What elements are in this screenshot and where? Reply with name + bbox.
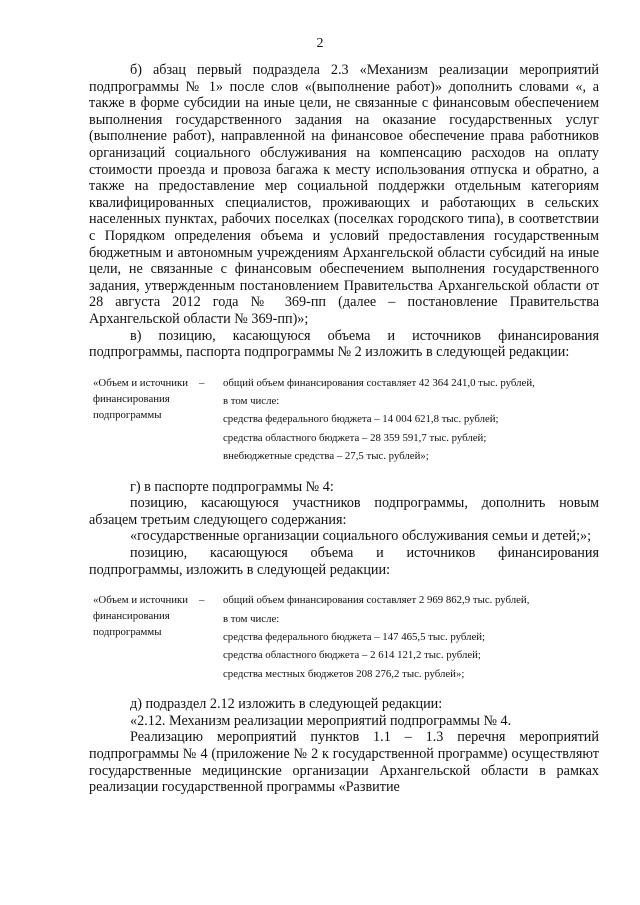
document-body (89, 62, 599, 796)
funding-table-subprogram-2 (93, 375, 599, 467)
table-line: средства областного бюджета – 28 359 591,7 тыс. рублей; (223, 431, 487, 444)
table-line: средства федерального бюджета – 14 004 621,8 тыс. рублей; (223, 413, 499, 426)
paragraph-g: г) в паспорте подпрограммы № 4: (130, 478, 334, 495)
table-line: средства местных бюджетов 208 276,2 тыс. рублей»; (223, 667, 465, 680)
table-values (223, 375, 599, 467)
paragraph-b: б) абзац первый подраздела 2.3 «Механизм реализации мероприятий подпрограммы № 1» после слов «(выполнение работ)» дополнить словами «, а также в форме субсидии на иные цели, не связанные с финансовым обеспечением выполнения государственного задания на оказание государственных услуг (выполнение работ), направленной на финансовое обеспечение права работников организаций социального обслуживания на компенсацию расходов на оплату стоимости проезда и провоза багажа к месту использования отпуска и обратно, а также на предоставление мер социальной поддержки отдельным категориям квалифицированных специалистов, проживающих и работающих в сельских населенных пунктах, рабочих поселках (поселках городского типа), в соответствии с Порядком определения объема и условий предоставления государственным бюджетным и автономным учреждениям Архангельской области субсидий на иные цели, не связанные с финансовым обеспечением выполнения государственного задания, утвержденным постановлением Правительства Архангельской области от 28 августа 2012 года № 369-пп (далее – постановление Правительства Архангельской области № 369-пп)»; (89, 62, 599, 327)
table-line: в том числе: (223, 612, 280, 625)
paragraph-d: д) подраздел 2.12 изложить в следующей редакции: (130, 696, 443, 713)
paragraph-g-participants: позицию, касающуюся участников подпрограммы, дополнить новым абзацем третьим следующего содержания: (89, 495, 599, 528)
paragraph-g-new-text: «государственные организации социального обслуживания семьи и детей;»; (130, 528, 592, 545)
paragraph-g-funding: позицию, касающуюся объема и источников финансирования подпрограммы, изложить в следующей редакции: (89, 545, 599, 578)
table-line: средства федерального бюджета – 147 465,5 тыс. рублей; (223, 630, 486, 643)
table-line: средства областного бюджета – 2 614 121,2 тыс. рублей; (223, 649, 481, 662)
page-number: 2 (316, 36, 324, 51)
table-line: общий объем финансирования составляет 42 364 241,0 тыс. рублей, (223, 376, 535, 389)
table-line: общий объем финансирования составляет 2 969 862,9 тыс. рублей, (223, 594, 530, 607)
table-dash: – (199, 594, 205, 607)
table-dash: – (199, 376, 205, 389)
table-label: «Объем и источники финансирования подпрограммы (93, 376, 189, 421)
table-line: в том числе: (223, 395, 280, 408)
table-values (223, 592, 599, 684)
paragraph-d-heading: «2.12. Механизм реализации мероприятий подпрограммы № 4. (130, 712, 512, 729)
paragraph-v: в) позицию, касающуюся объема и источников финансирования подпрограммы, паспорта подпрограммы № 2 изложить в следующей редакции: (89, 327, 599, 361)
funding-table-subprogram-4 (93, 592, 599, 684)
table-label: «Объем и источники финансирования подпрограммы (93, 594, 189, 639)
table-line: внебюджетные средства – 27,5 тыс. рублей»; (223, 450, 429, 463)
paragraph-d-text: Реализацию мероприятий пунктов 1.1 – 1.3 перечня мероприятий подпрограммы № 4 (приложение № 2 к государственной программе) осуществляют государственные медицинские организации Архангельской области в рамках реализации государственной программы «Развитие (89, 729, 599, 796)
